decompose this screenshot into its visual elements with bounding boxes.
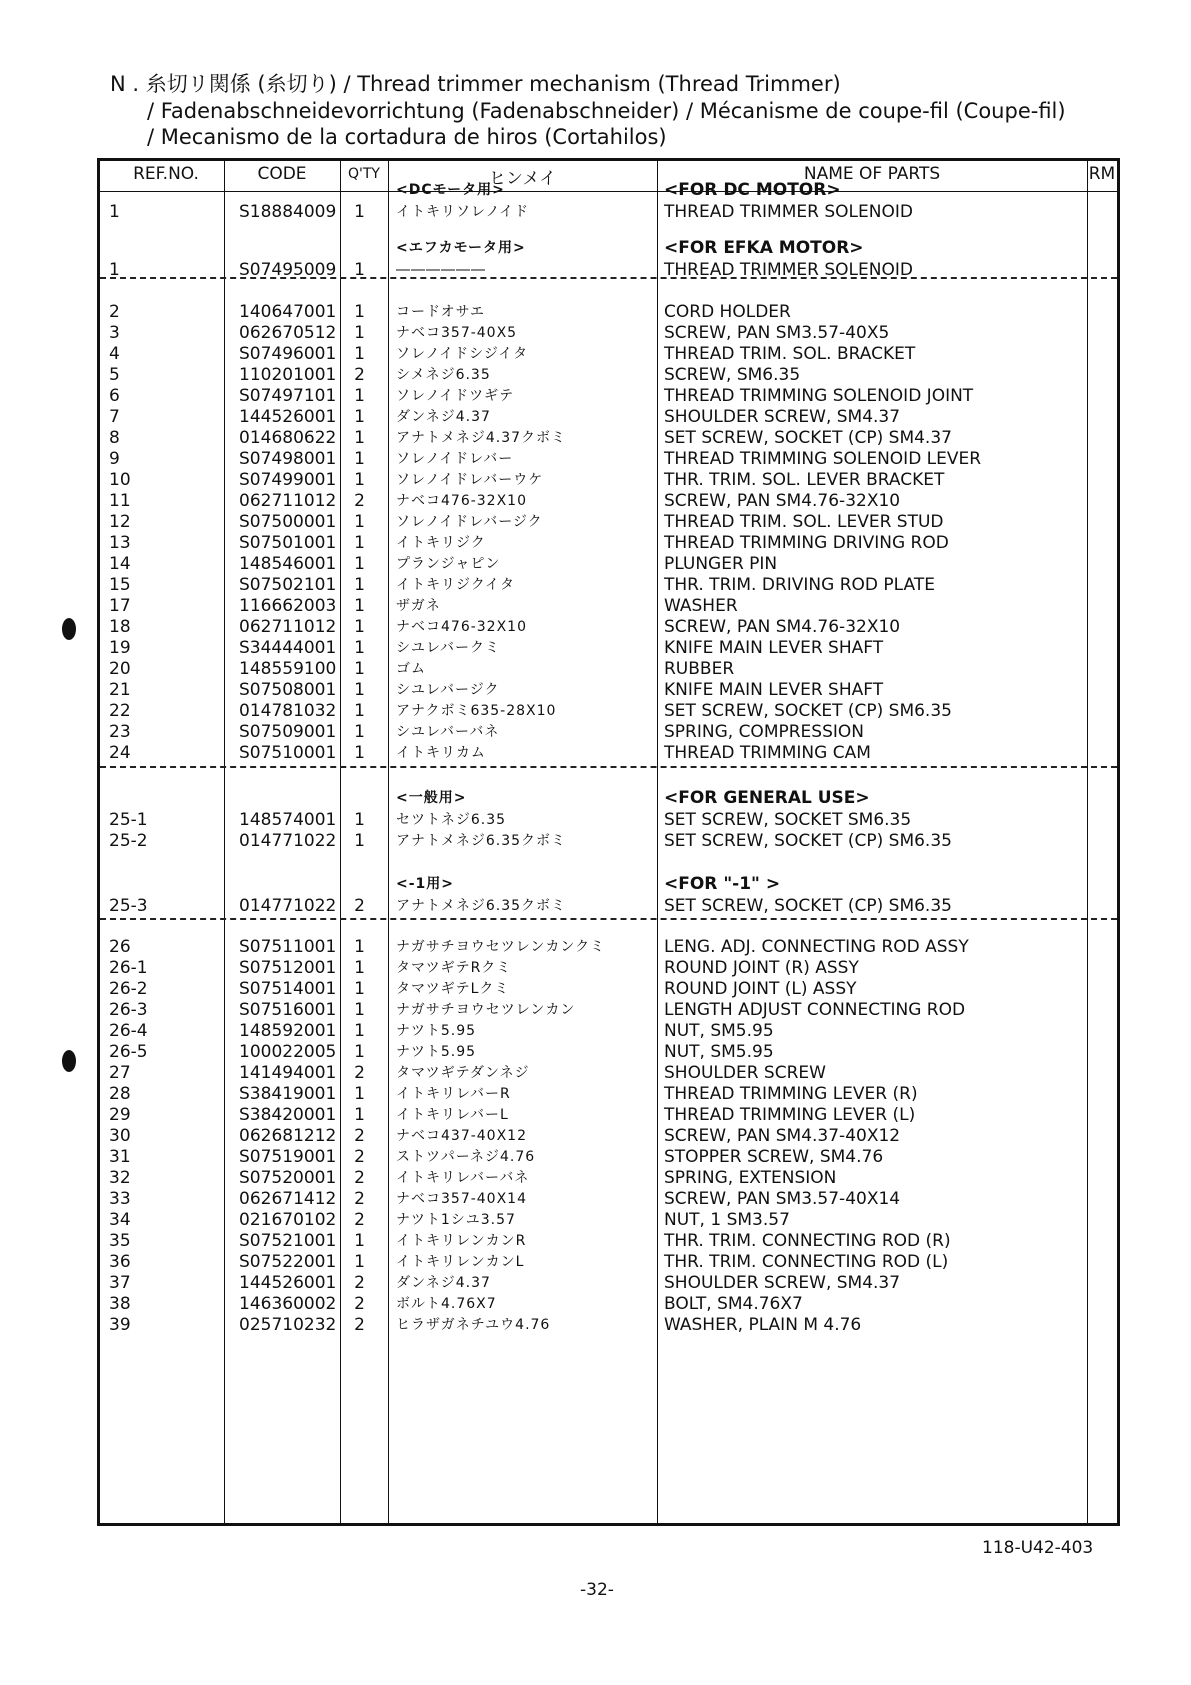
row-ref: 23 bbox=[109, 722, 131, 742]
row-ref: 26-2 bbox=[109, 979, 148, 999]
row-ref: 18 bbox=[109, 617, 131, 637]
row-ref: 1 bbox=[109, 260, 120, 280]
row-name: THREAD TRIM. SOL. LEVER STUD bbox=[664, 512, 944, 532]
row-kana: シメネジ6.35 bbox=[396, 367, 491, 383]
row-ref: 22 bbox=[109, 701, 131, 721]
row-name: THREAD TRIMMING SOLENOID JOINT bbox=[664, 386, 974, 406]
row-code: 021670102 bbox=[239, 1210, 337, 1230]
change-marker-bullet bbox=[62, 618, 76, 640]
row-ref: 28 bbox=[109, 1084, 131, 1104]
row-qty: 1 bbox=[354, 680, 365, 700]
header-rm: RM bbox=[1088, 164, 1116, 184]
row-kana: ナベコ357-40X5 bbox=[396, 325, 518, 341]
row-ref: 11 bbox=[109, 491, 131, 511]
row-kana: ソレノイドレバーウケ bbox=[396, 472, 544, 488]
row-name: STOPPER SCREW, SM4.76 bbox=[664, 1147, 884, 1167]
row-code: 148559100 bbox=[239, 659, 337, 679]
row-name: THR. TRIM. CONNECTING ROD (R) bbox=[664, 1231, 951, 1251]
row-ref: 14 bbox=[109, 554, 131, 574]
row-kana: イトキリジクイタ bbox=[396, 577, 516, 593]
row-qty: 1 bbox=[354, 979, 365, 999]
row-kana: ナツト1シユ3.57 bbox=[396, 1212, 516, 1228]
row-qty: 1 bbox=[354, 575, 365, 595]
row-ref: 7 bbox=[109, 407, 120, 427]
page-title bbox=[110, 70, 1170, 150]
row-kana: シユレバークミ bbox=[396, 640, 501, 656]
row-qty: 1 bbox=[354, 260, 365, 280]
row-name: SHOULDER SCREW bbox=[664, 1063, 826, 1083]
row-code: S07514001 bbox=[239, 979, 337, 999]
row-kana: ストツパーネジ4.76 bbox=[396, 1149, 536, 1165]
row-name: SET SCREW, SOCKET SM6.35 bbox=[664, 810, 912, 830]
row-qty: 1 bbox=[354, 722, 365, 742]
header-ref: REF.NO. bbox=[133, 164, 199, 184]
row-code: 014771022 bbox=[239, 831, 337, 851]
row-name: RUBBER bbox=[664, 659, 735, 679]
row-code: 062681212 bbox=[239, 1126, 337, 1146]
row-ref: 26-1 bbox=[109, 958, 148, 978]
row-kana: ソレノイドレバー bbox=[396, 451, 514, 467]
row-name: SCREW, PAN SM3.57-40X5 bbox=[664, 323, 890, 343]
row-qty: 2 bbox=[354, 1294, 365, 1314]
row-name: THREAD TRIMMER SOLENOID bbox=[664, 260, 913, 280]
row-ref: 1 bbox=[109, 202, 120, 222]
row-ref: 24 bbox=[109, 743, 131, 763]
row-name: <FOR GENERAL USE> bbox=[664, 788, 870, 808]
row-qty: 1 bbox=[354, 470, 365, 490]
row-qty: 1 bbox=[354, 743, 365, 763]
row-kana: イトキリソレノイド bbox=[396, 204, 530, 220]
row-qty: 2 bbox=[354, 896, 365, 916]
row-kana: ナベコ476-32X10 bbox=[396, 493, 527, 509]
row-ref: 26 bbox=[109, 937, 131, 957]
row-name: SHOULDER SCREW, SM4.37 bbox=[664, 1273, 901, 1293]
row-kana: <一般用> bbox=[396, 790, 467, 806]
row-ref: 34 bbox=[109, 1210, 131, 1230]
page-number: -32- bbox=[580, 1580, 614, 1600]
row-name: ROUND JOINT (L) ASSY bbox=[664, 979, 857, 999]
row-qty: 1 bbox=[354, 533, 365, 553]
row-ref: 26-4 bbox=[109, 1021, 148, 1041]
row-code: S34444001 bbox=[239, 638, 337, 658]
row-code: 146360002 bbox=[239, 1294, 337, 1314]
row-code: S07502101 bbox=[239, 575, 337, 595]
row-code: 014771022 bbox=[239, 896, 337, 916]
row-code: 062711012 bbox=[239, 617, 337, 637]
row-ref: 21 bbox=[109, 680, 131, 700]
row-kana: イトキリレバーL bbox=[396, 1107, 509, 1123]
row-name: WASHER bbox=[664, 596, 738, 616]
row-kana: ダンネジ4.37 bbox=[396, 1275, 491, 1291]
parts-rows bbox=[100, 161, 1117, 1523]
row-code: S07511001 bbox=[239, 937, 337, 957]
row-kana: イトキリレバーR bbox=[396, 1086, 511, 1102]
row-ref: 9 bbox=[109, 449, 120, 469]
row-name: KNIFE MAIN LEVER SHAFT bbox=[664, 680, 884, 700]
row-ref: 26-5 bbox=[109, 1042, 148, 1062]
row-qty: 1 bbox=[354, 1105, 365, 1125]
row-code: 148546001 bbox=[239, 554, 337, 574]
row-code: S07519001 bbox=[239, 1147, 337, 1167]
row-kana: アナトメネジ4.37クボミ bbox=[396, 430, 567, 446]
row-kana: ナベコ437-40X12 bbox=[396, 1128, 527, 1144]
row-kana: タマツギテダンネジ bbox=[396, 1065, 530, 1081]
row-code: 144526001 bbox=[239, 407, 337, 427]
row-kana: ナベコ476-32X10 bbox=[396, 619, 527, 635]
row-code: S07500001 bbox=[239, 512, 337, 532]
row-qty: 2 bbox=[354, 1126, 365, 1146]
row-kana: <エフカモータ用> bbox=[396, 240, 526, 256]
row-qty: 2 bbox=[354, 1147, 365, 1167]
row-code: 062670512 bbox=[239, 323, 337, 343]
row-kana: ―――――― bbox=[396, 262, 486, 278]
row-qty: 1 bbox=[354, 1252, 365, 1272]
row-qty: 1 bbox=[354, 659, 365, 679]
document-code: 118-U42-403 bbox=[982, 1538, 1094, 1558]
row-code: S07497101 bbox=[239, 386, 337, 406]
row-kana: イトキリジク bbox=[396, 535, 486, 551]
row-name: BOLT, SM4.76X7 bbox=[664, 1294, 803, 1314]
row-kana: ナベコ357-40X14 bbox=[396, 1191, 527, 1207]
row-qty: 2 bbox=[354, 1189, 365, 1209]
row-qty: 2 bbox=[354, 491, 365, 511]
row-code: S07496001 bbox=[239, 344, 337, 364]
row-name: WASHER, PLAIN M 4.76 bbox=[664, 1315, 862, 1335]
row-ref: 8 bbox=[109, 428, 120, 448]
row-kana: シユレバージク bbox=[396, 682, 500, 698]
row-qty: 1 bbox=[354, 554, 365, 574]
row-name: SET SCREW, SOCKET (CP) SM6.35 bbox=[664, 896, 952, 916]
row-ref: 5 bbox=[109, 365, 120, 385]
row-code: 025710232 bbox=[239, 1315, 337, 1335]
row-code: S07501001 bbox=[239, 533, 337, 553]
row-code: S07510001 bbox=[239, 743, 337, 763]
row-kana: セツトネジ6.35 bbox=[396, 812, 507, 828]
row-code: S07522001 bbox=[239, 1252, 337, 1272]
row-ref: 2 bbox=[109, 302, 120, 322]
row-name: KNIFE MAIN LEVER SHAFT bbox=[664, 638, 884, 658]
row-qty: 1 bbox=[354, 386, 365, 406]
row-name: SCREW, PAN SM4.76-32X10 bbox=[664, 491, 901, 511]
row-kana: ザガネ bbox=[396, 598, 441, 614]
row-name: <FOR "-1" > bbox=[664, 874, 781, 894]
row-qty: 1 bbox=[354, 344, 365, 364]
row-qty: 1 bbox=[354, 596, 365, 616]
row-code: S07520001 bbox=[239, 1168, 337, 1188]
row-qty: 1 bbox=[354, 407, 365, 427]
row-ref: 27 bbox=[109, 1063, 131, 1083]
row-qty: 2 bbox=[354, 1210, 365, 1230]
row-name: SCREW, PAN SM4.37-40X12 bbox=[664, 1126, 901, 1146]
row-qty: 1 bbox=[354, 449, 365, 469]
row-code: 148574001 bbox=[239, 810, 337, 830]
row-ref: 33 bbox=[109, 1189, 131, 1209]
row-name: <FOR EFKA MOTOR> bbox=[664, 238, 864, 258]
row-qty: 1 bbox=[354, 1084, 365, 1104]
row-code: S07512001 bbox=[239, 958, 337, 978]
row-name: CORD HOLDER bbox=[664, 302, 791, 322]
row-name: NUT, 1 SM3.57 bbox=[664, 1210, 790, 1230]
row-name: THREAD TRIMMING LEVER (L) bbox=[664, 1105, 916, 1125]
row-ref: 26-3 bbox=[109, 1000, 148, 1020]
row-kana: タマツギテRクミ bbox=[396, 960, 512, 976]
row-code: 014781032 bbox=[239, 701, 337, 721]
row-ref: 20 bbox=[109, 659, 131, 679]
row-name: THR. TRIM. CONNECTING ROD (L) bbox=[664, 1252, 949, 1272]
row-qty: 2 bbox=[354, 1168, 365, 1188]
row-code: S07521001 bbox=[239, 1231, 337, 1251]
title-line-1: N . 糸切リ関係 (糸切り) / Thread trimmer mechanism (Thread Trimmer) bbox=[110, 72, 841, 96]
row-kana: ナツト5.95 bbox=[396, 1044, 477, 1060]
row-code: S07495009 bbox=[239, 260, 337, 280]
row-ref: 10 bbox=[109, 470, 131, 490]
change-marker-bullet bbox=[62, 1050, 76, 1072]
row-name: THREAD TRIMMING CAM bbox=[664, 743, 871, 763]
row-code: 148592001 bbox=[239, 1021, 337, 1041]
row-ref: 31 bbox=[109, 1147, 131, 1167]
row-kana: プランジャピン bbox=[396, 556, 501, 572]
row-name: THREAD TRIMMING LEVER (R) bbox=[664, 1084, 918, 1104]
row-kana: ナガサチヨウセツレンカンクミ bbox=[396, 939, 606, 955]
row-kana: ナガサチヨウセツレンカン bbox=[396, 1002, 576, 1018]
row-kana: <-1用> bbox=[396, 876, 455, 892]
row-ref: 38 bbox=[109, 1294, 131, 1314]
row-kana: コードオサエ bbox=[396, 304, 486, 320]
row-ref: 32 bbox=[109, 1168, 131, 1188]
row-name: THREAD TRIMMING SOLENOID LEVER bbox=[664, 449, 982, 469]
row-code: 100022005 bbox=[239, 1042, 337, 1062]
row-name: THR. TRIM. SOL. LEVER BRACKET bbox=[664, 470, 945, 490]
header-name: NAME OF PARTS bbox=[803, 164, 941, 184]
row-code: S38420001 bbox=[239, 1105, 337, 1125]
row-kana: タマツギテLクミ bbox=[396, 981, 510, 997]
row-qty: 2 bbox=[354, 1063, 365, 1083]
row-qty: 1 bbox=[354, 617, 365, 637]
row-kana: ゴム bbox=[396, 661, 426, 677]
row-qty: 1 bbox=[354, 1021, 365, 1041]
row-qty: 1 bbox=[354, 512, 365, 532]
row-qty: 1 bbox=[354, 831, 365, 851]
row-code: 144526001 bbox=[239, 1273, 337, 1293]
row-qty: 1 bbox=[354, 810, 365, 830]
row-code: 062711012 bbox=[239, 491, 337, 511]
row-kana: シユレバーバネ bbox=[396, 724, 500, 740]
row-qty: 1 bbox=[354, 958, 365, 978]
row-qty: 1 bbox=[354, 323, 365, 343]
row-kana: ソレノイドツギテ bbox=[396, 388, 515, 404]
row-kana: <DCモータ用> bbox=[396, 182, 505, 198]
row-ref: 12 bbox=[109, 512, 131, 532]
row-kana: ダンネジ4.37 bbox=[396, 409, 491, 425]
row-code: S07516001 bbox=[239, 1000, 337, 1020]
row-code: S07508001 bbox=[239, 680, 337, 700]
row-code: 014680622 bbox=[239, 428, 337, 448]
row-name: SCREW, PAN SM4.76-32X10 bbox=[664, 617, 901, 637]
row-qty: 2 bbox=[354, 1315, 365, 1335]
title-line-3: / Mecanismo de la cortadura de hiros (Cortahilos) bbox=[147, 125, 667, 149]
row-name: THREAD TRIMMER SOLENOID bbox=[664, 202, 913, 222]
row-name: ROUND JOINT (R) ASSY bbox=[664, 958, 859, 978]
row-code: 140647001 bbox=[239, 302, 337, 322]
row-kana: ボルト4.76X7 bbox=[396, 1296, 497, 1312]
row-code: 141494001 bbox=[239, 1063, 337, 1083]
row-qty: 1 bbox=[354, 1231, 365, 1251]
row-name: SET SCREW, SOCKET (CP) SM4.37 bbox=[664, 428, 952, 448]
row-name: SCREW, SM6.35 bbox=[664, 365, 801, 385]
row-ref: 25-3 bbox=[109, 896, 148, 916]
row-code: 062671412 bbox=[239, 1189, 337, 1209]
row-code: S07499001 bbox=[239, 470, 337, 490]
title-line-2: / Fadenabschneidevorrichtung (Fadenabschneider) / Mécanisme de coupe-fil (Coupe-fil) bbox=[147, 99, 1066, 123]
row-code: 110201001 bbox=[239, 365, 337, 385]
row-qty: 1 bbox=[354, 638, 365, 658]
row-name: SHOULDER SCREW, SM4.37 bbox=[664, 407, 901, 427]
row-qty: 1 bbox=[354, 701, 365, 721]
row-name: THR. TRIM. DRIVING ROD PLATE bbox=[664, 575, 935, 595]
header-code: CODE bbox=[257, 164, 307, 184]
row-ref: 3 bbox=[109, 323, 120, 343]
row-qty: 1 bbox=[354, 302, 365, 322]
row-qty: 1 bbox=[354, 428, 365, 448]
row-code: S18884009 bbox=[239, 202, 337, 222]
row-name: THREAD TRIMMING DRIVING ROD bbox=[664, 533, 949, 553]
row-ref: 6 bbox=[109, 386, 120, 406]
row-qty: 1 bbox=[354, 202, 365, 222]
row-ref: 13 bbox=[109, 533, 131, 553]
row-kana: アナクボミ635-28X10 bbox=[396, 703, 557, 719]
row-kana: アナトメネジ6.35クボミ bbox=[396, 898, 567, 914]
row-code: S07498001 bbox=[239, 449, 337, 469]
row-kana: ソレノイドレバージク bbox=[396, 514, 543, 530]
row-name: SET SCREW, SOCKET (CP) SM6.35 bbox=[664, 831, 952, 851]
row-ref: 15 bbox=[109, 575, 131, 595]
row-code: S38419001 bbox=[239, 1084, 337, 1104]
row-name: NUT, SM5.95 bbox=[664, 1042, 774, 1062]
row-ref: 25-1 bbox=[109, 810, 148, 830]
row-qty: 1 bbox=[354, 1042, 365, 1062]
row-kana: ソレノイドシジイタ bbox=[396, 346, 529, 362]
row-ref: 29 bbox=[109, 1105, 131, 1125]
row-name: SPRING, EXTENSION bbox=[664, 1168, 837, 1188]
row-ref: 39 bbox=[109, 1315, 131, 1335]
row-ref: 37 bbox=[109, 1273, 131, 1293]
row-qty: 2 bbox=[354, 1273, 365, 1293]
row-qty: 2 bbox=[354, 365, 365, 385]
row-name: PLUNGER PIN bbox=[664, 554, 778, 574]
row-kana: イトキリカム bbox=[396, 745, 486, 761]
row-name: <FOR DC MOTOR> bbox=[664, 180, 841, 200]
row-ref: 36 bbox=[109, 1252, 131, 1272]
row-name: SCREW, PAN SM3.57-40X14 bbox=[664, 1189, 901, 1209]
row-kana: ヒラザガネチユウ4.76 bbox=[396, 1317, 551, 1333]
header-qty: Q'TY bbox=[348, 166, 380, 182]
row-name: NUT, SM5.95 bbox=[664, 1021, 774, 1041]
row-ref: 35 bbox=[109, 1231, 131, 1251]
row-ref: 25-2 bbox=[109, 831, 148, 851]
row-name: SET SCREW, SOCKET (CP) SM6.35 bbox=[664, 701, 952, 721]
row-name: SPRING, COMPRESSION bbox=[664, 722, 864, 742]
row-kana: イトキリレンカンL bbox=[396, 1254, 525, 1270]
row-name: THREAD TRIM. SOL. BRACKET bbox=[664, 344, 916, 364]
row-ref: 17 bbox=[109, 596, 131, 616]
row-qty: 1 bbox=[354, 937, 365, 957]
row-name: LENGTH ADJUST CONNECTING ROD bbox=[664, 1000, 966, 1020]
row-kana: イトキリレバーバネ bbox=[396, 1170, 530, 1186]
row-kana: ナツト5.95 bbox=[396, 1023, 477, 1039]
row-qty: 1 bbox=[354, 1000, 365, 1020]
row-name: LENG. ADJ. CONNECTING ROD ASSY bbox=[664, 937, 969, 957]
row-ref: 30 bbox=[109, 1126, 131, 1146]
row-kana: イトキリレンカンR bbox=[396, 1233, 527, 1249]
row-ref: 19 bbox=[109, 638, 131, 658]
row-kana: アナトメネジ6.35クボミ bbox=[396, 833, 567, 849]
row-ref: 4 bbox=[109, 344, 120, 364]
row-code: S07509001 bbox=[239, 722, 337, 742]
row-code: 116662003 bbox=[239, 596, 337, 616]
header-kana: ヒンメイ bbox=[488, 169, 557, 189]
parts-table bbox=[97, 158, 1120, 1526]
